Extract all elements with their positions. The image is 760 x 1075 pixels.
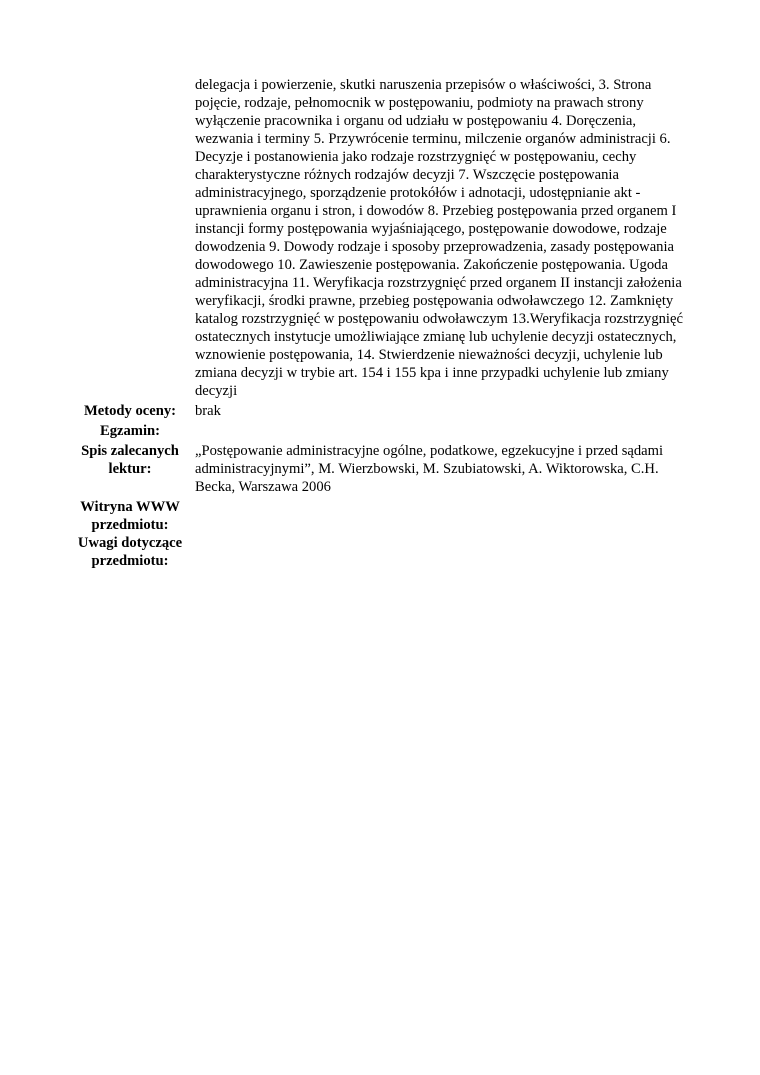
course-website-label: Witryna WWW przedmiotu: bbox=[80, 499, 180, 533]
assessment-methods-label: Metody oceny: bbox=[84, 403, 176, 419]
exam-value bbox=[195, 422, 690, 442]
reading-list-value: „Postępowanie administracyjne ogólne, podatkowe, egzekucyjne i przed sądami administracyjnymi”, M. Wierzbowski, M. Szubiatowski, A. Wiktorowska, C.H. Becka, Warszawa 2006 bbox=[195, 443, 664, 495]
course-content-label-cell bbox=[70, 76, 195, 402]
course-notes-label: Uwagi dotyczące przedmiotu: bbox=[77, 535, 183, 569]
course-website-row bbox=[70, 498, 690, 534]
course-website-value bbox=[195, 498, 690, 534]
reading-list-row bbox=[70, 442, 690, 498]
assessment-methods-value: brak bbox=[195, 403, 221, 419]
assessment-methods-row bbox=[70, 402, 690, 422]
course-notes-row bbox=[70, 534, 690, 570]
course-notes-value bbox=[195, 534, 690, 570]
reading-list-label: Spis zalecanych lektur: bbox=[81, 443, 179, 477]
course-content-row bbox=[70, 76, 690, 402]
exam-label: Egzamin: bbox=[100, 423, 160, 439]
course-content-text: delegacja i powierzenie, skutki naruszenia przepisów o właściwości, 3. Strona pojęcie, rodzaje, pełnomocnik w postępowaniu, podmioty na prawach strony wyłączenie pracownika i organu od udziału w postępowaniu 4. Doręczenia, wezwania i terminy 5. Przywrócenie terminu, milczenie organów administracji 6. Decyzje i postanowienia jako rodzaje rozstrzygnięć w postępowaniu, cechy charakterystyczne różnych rodzajów decyzji 7. Wszczęcie postępowania administracyjnego, sporządzenie protokółów i adnotacji, udostępnianie akt - uprawnienia organu i stron, i dowodów 8. Przebieg postępowania przed organem I instancji formy postępowania wyjaśniającego, postępowanie dowodowe, rodzaje dowodzenia 9. Dowody rodzaje i sposoby przeprowadzenia, zasady postępowania dowodowego 10. Zawieszenie postępowania. Zakończenie postępowania. Ugoda administracyjna 11. Weryfikacja rozstrzygnięć przed organem II instancji założenia weryfikacji, środki prawne, przebieg postępowania odwoławczego 12. Zamknięty katalog rozstrzygnięć w postępowaniu odwoławczym 13.Weryfikacja rozstrzygnięć ostatecznych instytucje umożliwiające zmianę lub uchylenie decyzji ostatecznych, wznowienie postępowania, 14. Stwierdzenie nieważności decyzji, uchylenie lub zmiana decyzji w trybie art. 154 i 155 kpa i inne przypadki uchylenie lub zmiany decyzji bbox=[195, 77, 683, 399]
syllabus-table bbox=[70, 76, 690, 570]
exam-row bbox=[70, 422, 690, 442]
